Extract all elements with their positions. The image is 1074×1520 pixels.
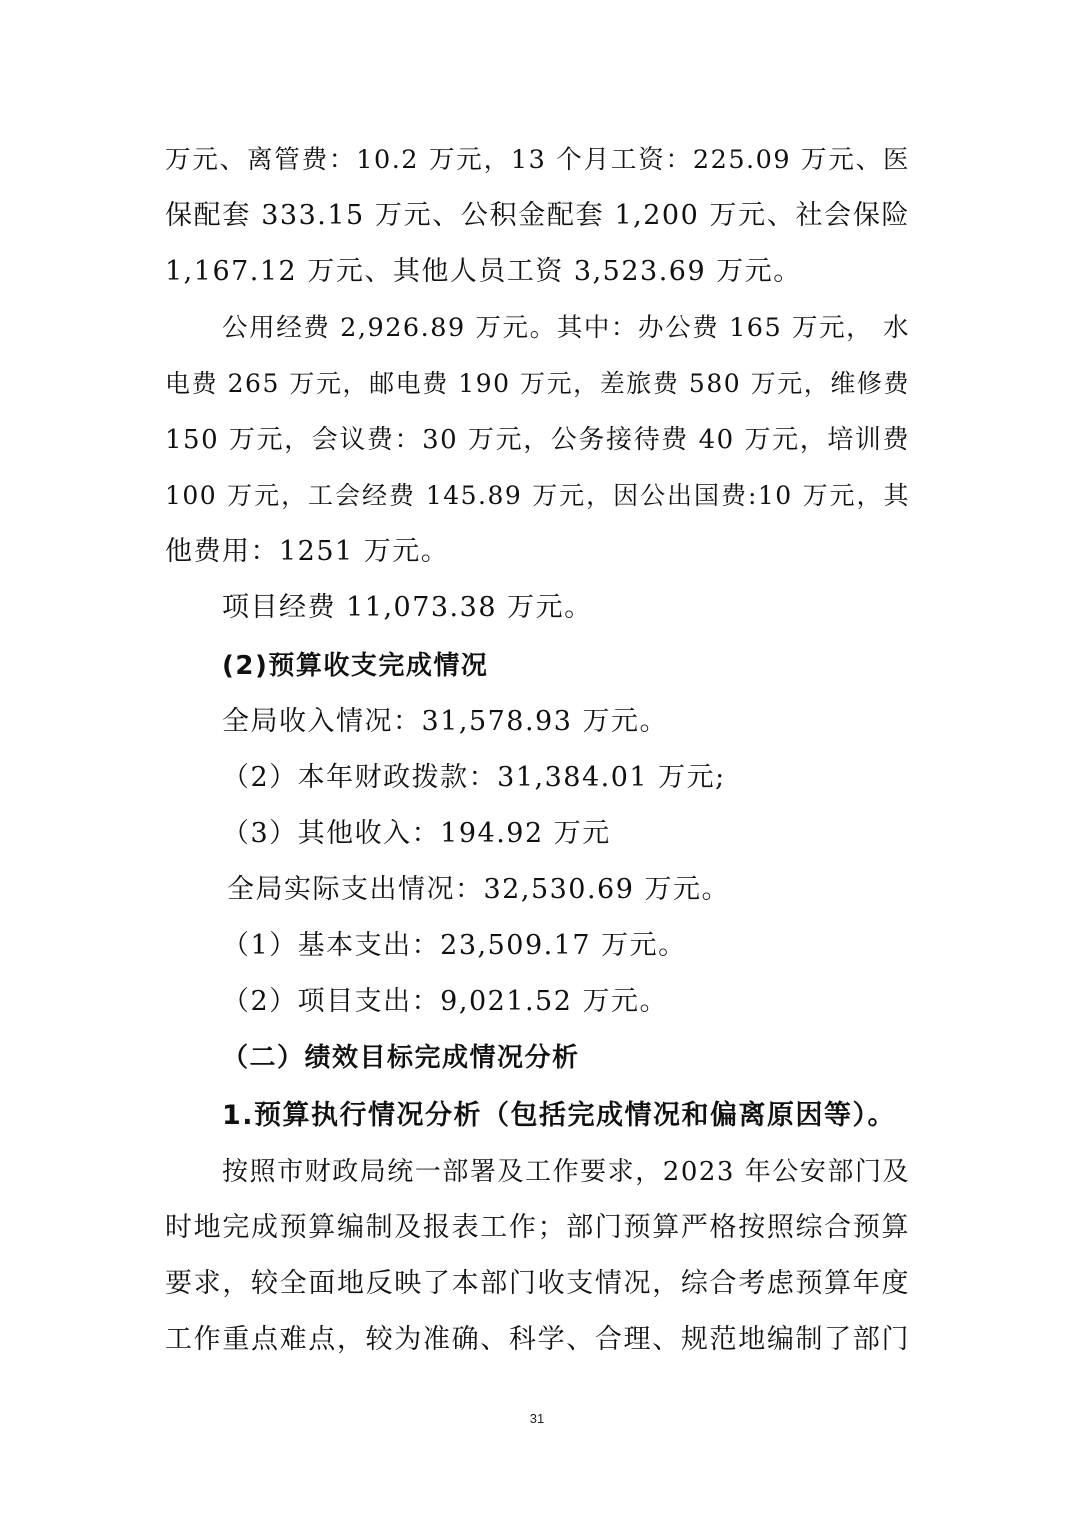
- expense-total: 全局实际支出情况：32,530.69 万元。: [227, 874, 730, 905]
- paragraph-line: 工作重点难点，较为准确、科学、合理、规范地编制了部门: [165, 1324, 910, 1355]
- paragraph-line: 公用经费 2,926.89 万元。其中：办公费 165 万元， 水: [222, 313, 910, 343]
- expense-item: （1）基本支出：23,509.17 万元。: [222, 930, 687, 961]
- paragraph-line: 1,167.12 万元、其他人员工资 3,523.69 万元。: [165, 256, 802, 287]
- paragraph-line: 要求，较全面地反映了本部门收支情况，综合考虑预算年度: [165, 1268, 910, 1299]
- paragraph-line: 时地完成预算编制及报表工作；部门预算严格按照综合预算: [165, 1212, 910, 1243]
- income-item: （2）本年财政拨款：31,384.01 万元;: [222, 762, 726, 793]
- income-item: （3）其他收入：194.92 万元: [222, 818, 611, 849]
- paragraph-line: 项目经费 11,073.38 万元。: [222, 592, 593, 623]
- page-number: 31: [529, 1411, 545, 1426]
- paragraph-line: 100 万元，工会经费 145.89 万元，因公出国费:10 万元，其: [165, 481, 910, 510]
- section-heading: （二）绩效目标完成情况分析: [222, 1043, 580, 1073]
- expense-item: （2）项目支出：9,021.52 万元。: [222, 986, 668, 1017]
- budget-heading: (2)预算收支完成情况: [222, 651, 489, 681]
- paragraph-line: 万元、离管费：10.2 万元，13 个月工资：225.09 万元、医: [165, 145, 910, 175]
- paragraph-line: 150 万元，会议费：30 万元，公务接待费 40 万元，培训费: [165, 425, 910, 455]
- income-total: 全局收入情况：31,578.93 万元。: [222, 706, 668, 737]
- paragraph-line: 保配套 333.15 万元、公积金配套 1,200 万元、社会保险: [165, 200, 910, 231]
- sub-heading: 1.预算执行情况分析（包括完成情况和偏离原因等）。: [222, 1100, 897, 1131]
- paragraph-line: 电费 265 万元，邮电费 190 万元，差旅费 580 万元，维修费: [165, 369, 910, 398]
- paragraph-line: 按照市财政局统一部署及工作要求，2023 年公安部门及: [222, 1157, 910, 1187]
- paragraph-line: 他费用：1251 万元。: [165, 536, 450, 567]
